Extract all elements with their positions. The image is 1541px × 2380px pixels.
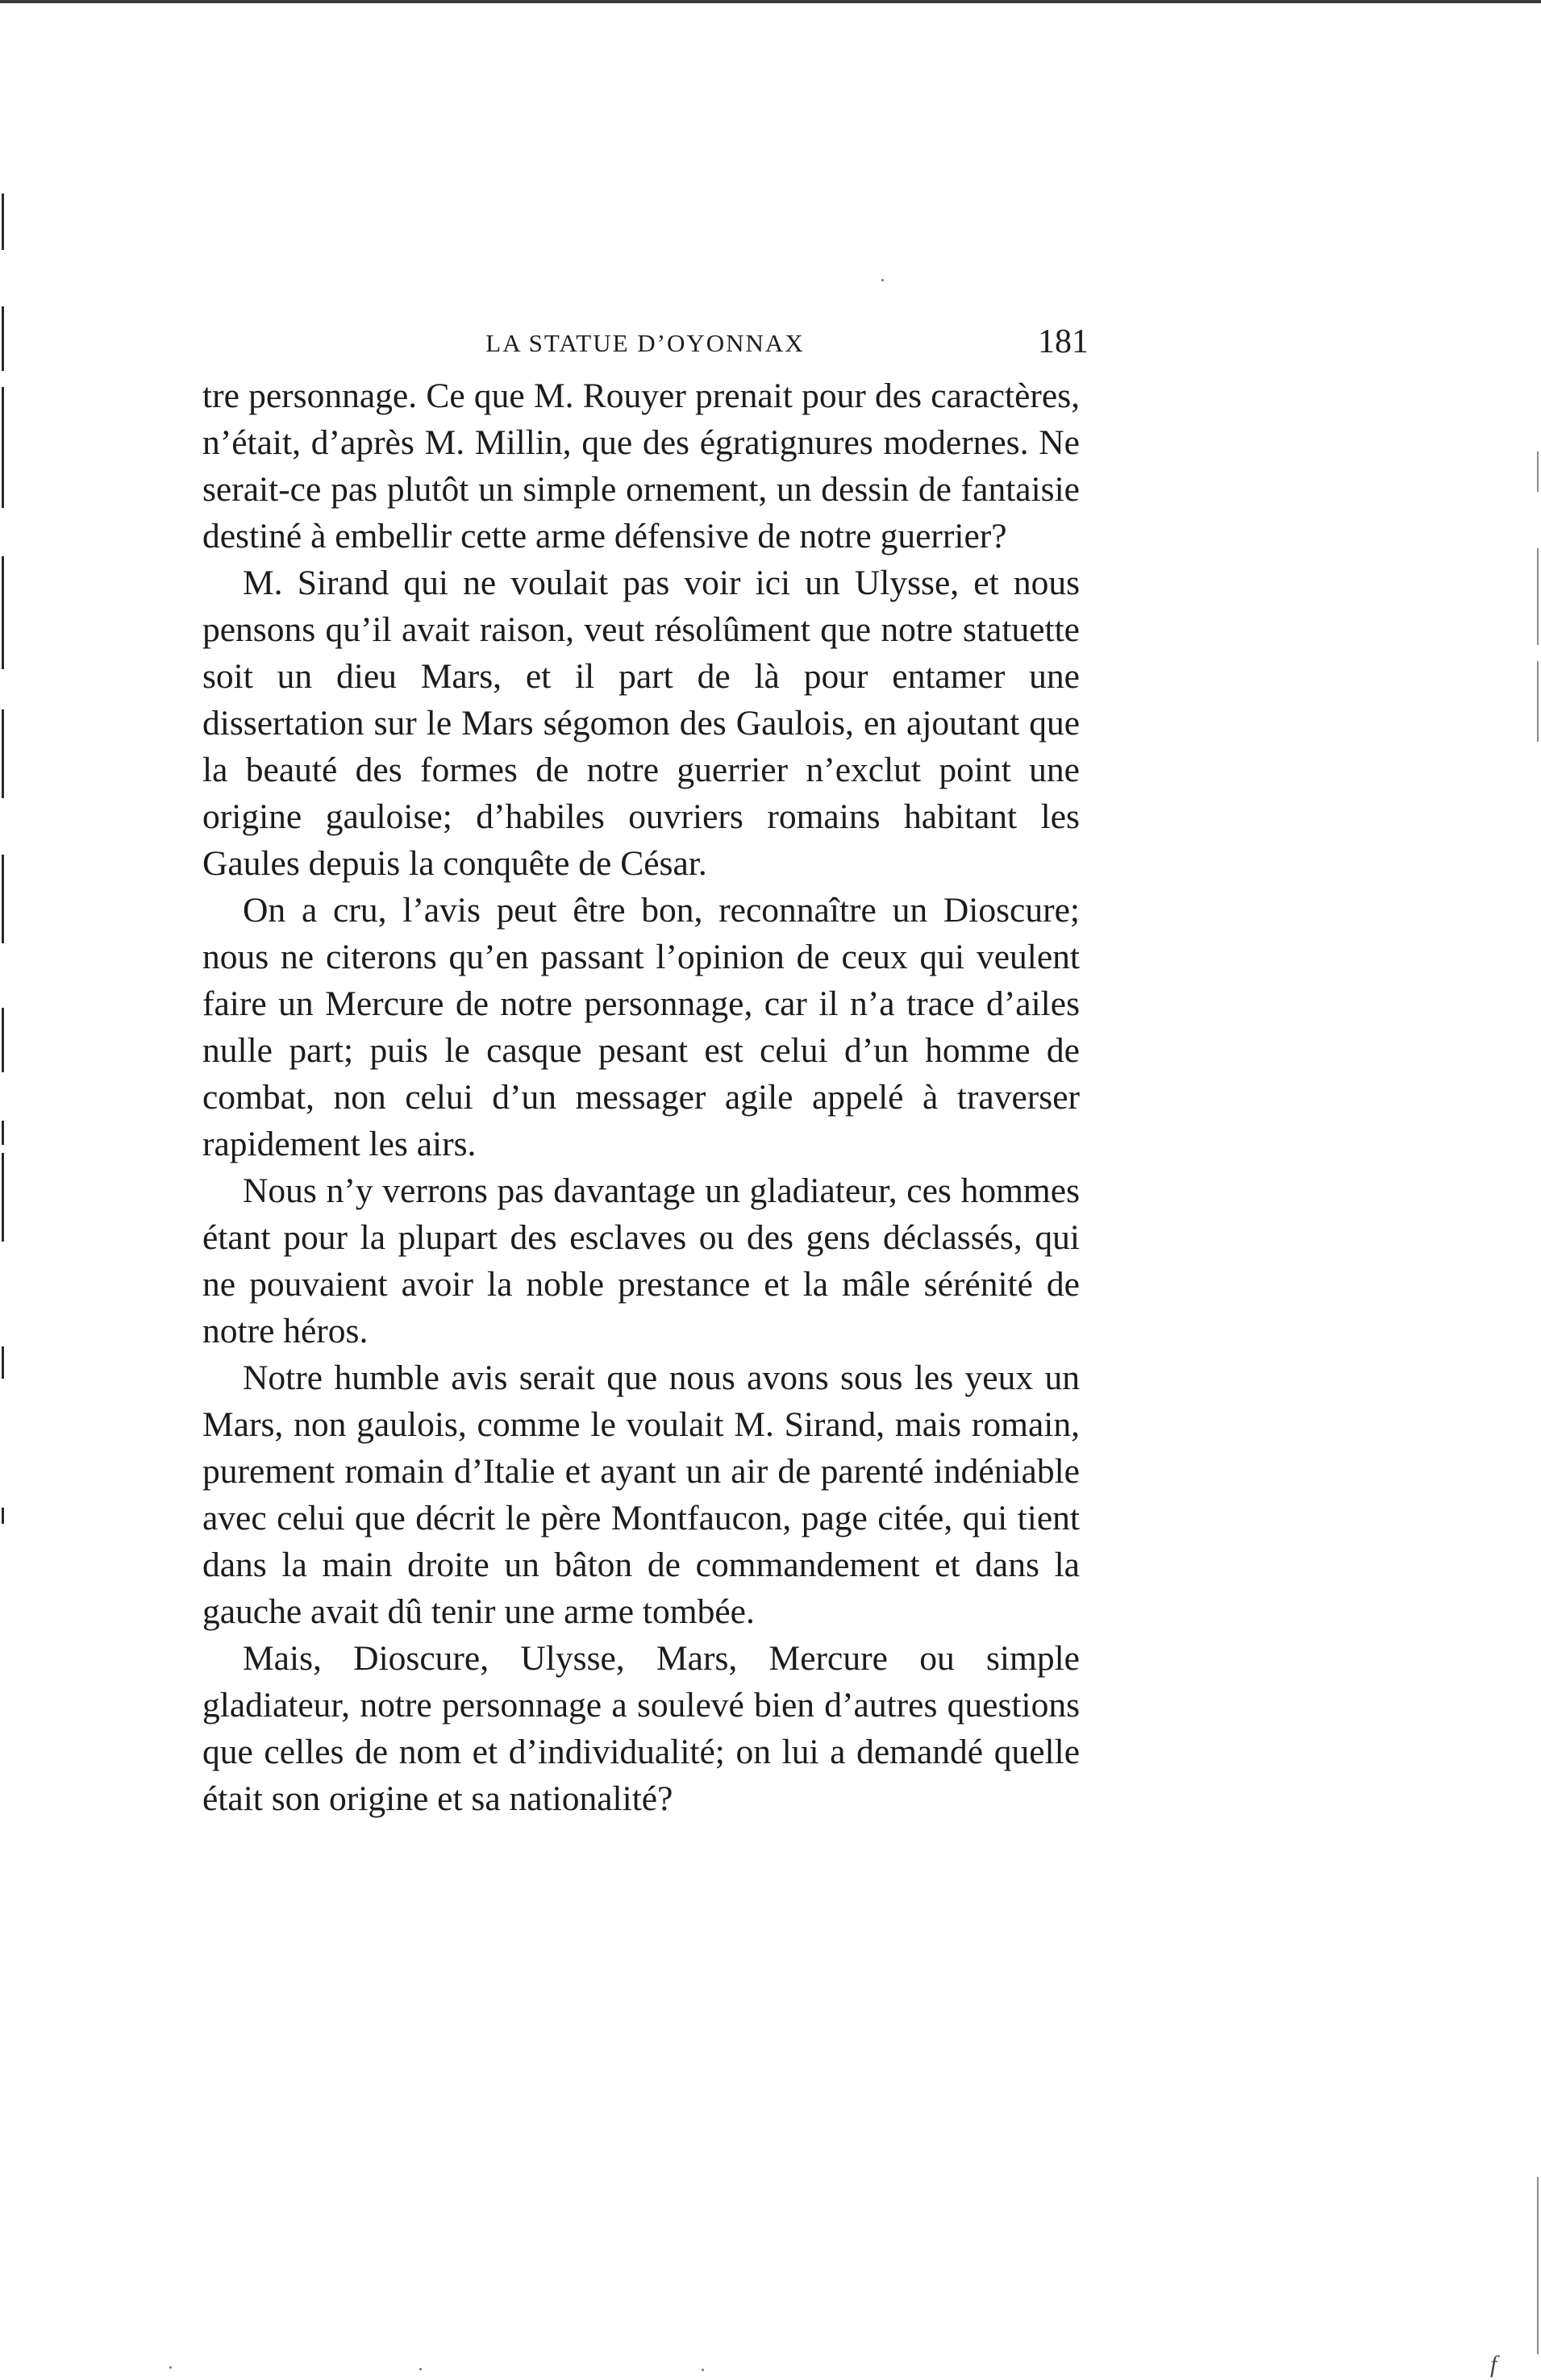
scan-edge-mark [2,1153,4,1242]
scan-edge-mark [1537,548,1539,645]
paragraph: Nous n’y verrons pas davantage un gladiateur, ces hommes étant pour la plupart des esclaves ou des gens déclassés, qui ne pouvaient avoir la noble prestance et la mâle sérénité de notre héros. [202,1171,1080,1350]
scan-edge-mark [1537,661,1539,742]
paragraph: M. Sirand qui ne voulait pas voir ici un Ulysse, et nous pensons qu’il avait raison, veut résolûment que notre statuette soit un dieu Mars, et il part de là pour entamer une dissertation sur le Mars ségomon des Gaulois, en ajoutant que la beauté des formes de notre guerrier n’exclut point une origine gauloise; d’habiles ouvriers romains habitant les Gaules depuis la conquête de César. [202,564,1080,883]
page-number: 181 [1038,323,1089,360]
paragraph: Mais, Dioscure, Ulysse, Mars, Mercure ou simple gladiateur, notre personnage a soulevé bien d’autres questions que celles de nom et d’individualité; on lui a demandé quelle était son origine et sa nationalité? [202,1639,1080,1818]
paragraph: tre personnage. Ce que M. Rouyer prenait pour des caractères, n’était, d’après M. Millin, que des égratignures modernes. Ne serait-ce pas plutôt un simple ornement, un dessin de fantaisie destiné à embellir cette arme défensive de notre guerrier? [202,377,1080,555]
scan-speck [169,2366,172,2369]
scan-top-edge [0,0,1541,3]
running-title: LA STATUE D’OYONNAX [485,329,805,357]
scan-edge-mark [2,1346,4,1379]
scan-edge-mark [2,556,4,669]
scan-speck [702,2369,704,2371]
scan-edge-mark [2,1121,4,1145]
scan-edge-mark [2,387,4,508]
scan-edge-mark [2,1008,4,1072]
scan-edge-mark [2,855,4,943]
paragraph: On a cru, l’avis peut être bon, reconnaître un Dioscure; nous ne citerons qu’en passant l’opinion de ceux qui veulent faire un Mercure de notre personnage, car il n’a trace d’ailes nulle part; puis le casque pesant est celui d’un homme de combat, non celui d’un messager agile appelé à traverser rapidement les airs. [202,891,1080,1163]
scan-edge-mark [2,306,4,371]
scan-edge-mark [2,1508,4,1524]
scan-edge-mark [2,193,4,250]
corner-mark: f [1490,2351,1497,2378]
scan-speck [881,279,884,281]
scan-edge-mark [2,709,4,798]
scan-edge-mark [1537,2177,1539,2354]
running-head [202,322,1089,371]
scan-speck [419,2368,422,2370]
scan-edge-mark [1537,451,1539,492]
body-text [202,372,1080,1822]
paragraph: Notre humble avis serait que nous avons sous les yeux un Mars, non gaulois, comme le voulait M. Sirand, mais romain, purement romain d’Italie et ayant un air de parenté indéniable avec celui que décrit le père Montfaucon, page citée, qui tient dans la main droite un bâton de commandement et dans la gauche avait dû tenir une arme tombée. [202,1359,1080,1631]
